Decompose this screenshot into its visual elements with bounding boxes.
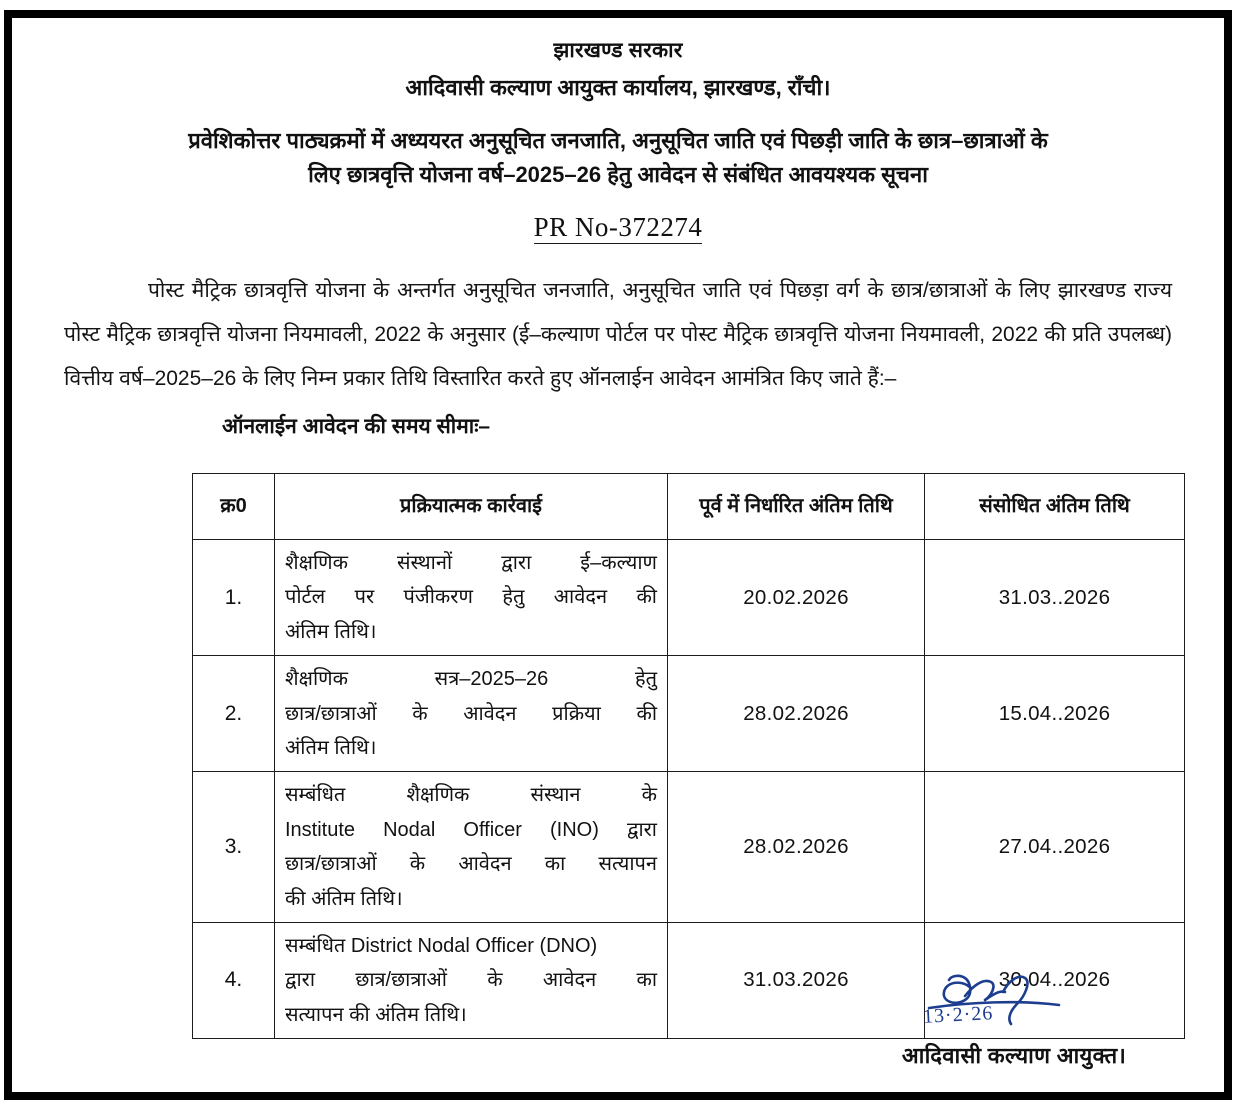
activity-line: छात्र/छात्राओं के आवेदन का सत्यापन — [285, 853, 657, 876]
table-row — [193, 772, 1185, 923]
row-activity — [275, 656, 668, 772]
pr-number-text: PR No-372274 — [533, 212, 703, 243]
row-serial: 4. — [193, 922, 275, 1038]
government-name: झारखण्ड सरकार — [553, 39, 683, 62]
activity-line: द्वारा छात्र/छात्राओं के आवेदन का — [285, 969, 657, 992]
subject-heading — [113, 124, 1123, 192]
signatory-designation: आदिवासी कल्याण आयुक्त। — [901, 1043, 1127, 1068]
signature-block — [834, 966, 1194, 1070]
row-revised-date: 31.03..2026 — [925, 540, 1185, 656]
signature-date: 13·2·26 — [922, 1002, 994, 1028]
schedule-table-wrapper — [192, 473, 1184, 1039]
column-header-activity: प्रक्रियात्मक कार्रवाई — [275, 474, 668, 540]
activity-line: अंतिम तिथि। — [285, 736, 377, 759]
activity-line: शैक्षणिक संस्थानों द्वारा ई–कल्याण — [285, 552, 657, 574]
table-row — [193, 540, 1185, 656]
column-header-previous-date: पूर्व में निर्धारित अंतिम तिथि — [668, 474, 925, 540]
column-header-serial: क्र0 — [193, 474, 275, 540]
subject-line-1: प्रवेशिकोत्तर पाठ्यक्रमों में अध्ययरत अनुसूचित जनजाति, अनुसूचित जाति एवं पिछड़ी जाति के छात्र–छात्राओं के — [188, 128, 1048, 153]
row-activity — [275, 772, 668, 923]
row-previous-date: 28.02.2026 — [668, 656, 925, 772]
table-header-row — [193, 474, 1185, 540]
row-revised-date: 30.04..2026 — [925, 922, 1185, 1038]
activity-line: पोर्टल पर पंजीकरण हेतु आवेदन की — [285, 586, 657, 609]
document-page-frame — [4, 10, 1232, 1100]
intro-paragraph — [64, 269, 1172, 400]
row-previous-date: 20.02.2026 — [668, 540, 925, 656]
section-heading-online-application-timeline: ऑनलाईन आवेदन की समय सीमाः– — [222, 415, 491, 439]
activity-line: सत्यापन की अंतिम तिथि। — [285, 1003, 467, 1026]
row-serial: 2. — [193, 656, 275, 772]
pr-number — [42, 212, 1194, 243]
row-activity — [275, 540, 668, 656]
intro-paragraph-text: पोस्ट मैट्रिक छात्रवृत्ति योजना के अन्तर्गत अनुसूचित जनजाति, अनुसूचित जाति एवं पिछड़ा वर्ग के छात्र/छात्राओं के लिए झारखण्ड राज्य पोस्ट मैट्रिक छात्रवृत्ति योजना नियमावली, 2022 के अनुसार (ई–कल्याण पोर्टल पर पोस्ट मैट्रिक छात्रवृत्ति योजना नियमावली, 2022 की प्रति उपलब्ध) वित्तीय वर्ष–2025–26 के लिए निम्न प्रकार तिथि विस्तारित करते हुए ऑनलाईन आवेदन आमंत्रित किए जाते हैं:– — [64, 279, 1172, 390]
activity-line: छात्र/छात्राओं के आवेदन प्रक्रिया की — [285, 702, 657, 725]
row-revised-date: 15.04..2026 — [925, 656, 1185, 772]
activity-line: Institute Nodal Officer (INO) द्वारा — [285, 818, 657, 841]
row-previous-date: 28.02.2026 — [668, 772, 925, 923]
activity-line: की अंतिम तिथि। — [285, 887, 403, 910]
column-header-revised-date: संसोधित अंतिम तिथि — [925, 474, 1185, 540]
row-previous-date: 31.03.2026 — [668, 922, 925, 1038]
activity-line: सम्बंधित District Nodal Officer (DNO) — [285, 934, 598, 957]
schedule-table — [192, 473, 1185, 1039]
activity-line: अंतिम तिथि। — [285, 620, 377, 643]
row-serial: 1. — [193, 540, 275, 656]
handwritten-signature — [899, 966, 1129, 1038]
table-row — [193, 656, 1185, 772]
row-activity — [275, 922, 668, 1038]
row-serial: 3. — [193, 772, 275, 923]
activity-line: सम्बंधित शैक्षणिक संस्थान के — [285, 784, 657, 807]
subject-line-2: लिए छात्रवृत्ति योजना वर्ष–2025–26 हेतु आवेदन से संबंधित आवयश्यक सूचना — [308, 162, 928, 188]
office-name: आदिवासी कल्याण आयुक्त कार्यालय, झारखण्ड, राँची। — [405, 75, 831, 100]
document-body — [12, 18, 1224, 1092]
activity-line: शैक्षणिक सत्र–2025–26 हेतु — [285, 668, 657, 691]
row-revised-date: 27.04..2026 — [925, 772, 1185, 923]
